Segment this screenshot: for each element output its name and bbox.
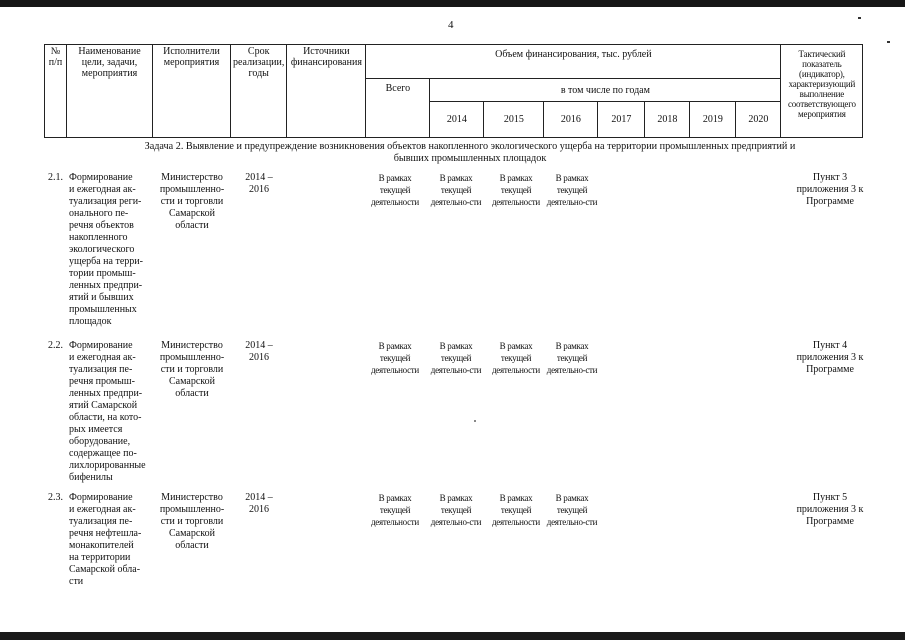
header-year-2020: 2020 bbox=[736, 102, 781, 138]
header-indicator: Тактический показатель (индикатор), характеризующий выполнение соответствующего мероприятия bbox=[781, 45, 863, 138]
row-fin-total: В рамках текущей деятельности bbox=[371, 493, 419, 527]
table-header bbox=[44, 44, 863, 138]
row-name: Формирование и ежегодная ак- туализация пе- речня нефтешла- монакопителей на территории Самарской обла- сти bbox=[69, 492, 142, 587]
row-number: 2.1. bbox=[48, 172, 63, 183]
scan-speck bbox=[887, 41, 890, 43]
header-term: Срок реализации, годы bbox=[231, 45, 287, 138]
header-volume: Объем финансирования, тыс. рублей bbox=[366, 45, 781, 79]
header-executors: Исполнители мероприятия bbox=[153, 45, 231, 138]
scan-speck bbox=[474, 420, 476, 422]
row-fin-2016: В рамках текущей деятельно-сти bbox=[546, 173, 598, 207]
row-fin-total: В рамках текущей деятельности bbox=[371, 173, 419, 207]
row-fin-total: В рамках текущей деятельности bbox=[371, 341, 419, 375]
scan-bottom-border bbox=[0, 632, 905, 640]
row-fin-2015: В рамках текущей деятельности bbox=[492, 173, 540, 207]
row-term: 2014 – 2016 bbox=[245, 492, 273, 515]
row-fin-2015: В рамках текущей деятельности bbox=[492, 341, 540, 375]
row-term: 2014 – 2016 bbox=[245, 172, 273, 195]
row-executor: Министерство промышленно-сти и торговли Самарской области bbox=[159, 172, 225, 231]
header-name: Наименование цели, задачи, мероприятия bbox=[67, 45, 153, 138]
header-year-2016: 2016 bbox=[544, 102, 598, 138]
header-total: Всего bbox=[366, 79, 430, 138]
row-number: 2.3. bbox=[48, 492, 63, 503]
row-fin-2014: В рамках текущей деятельно-сти bbox=[430, 493, 482, 527]
page-number: 4 bbox=[448, 19, 454, 31]
row-fin-2016: В рамках текущей деятельно-сти bbox=[546, 493, 598, 527]
row-indicator: Пункт 3 приложения 3 к Программе bbox=[796, 172, 864, 207]
header-year-2014: 2014 bbox=[430, 102, 484, 138]
scan-top-border bbox=[0, 0, 905, 7]
row-number: 2.2. bbox=[48, 340, 63, 351]
scan-speck bbox=[858, 17, 861, 19]
row-fin-2015: В рамках текущей деятельности bbox=[492, 493, 540, 527]
header-year-2019: 2019 bbox=[690, 102, 736, 138]
row-indicator: Пункт 5 приложения 3 к Программе bbox=[796, 492, 864, 527]
row-fin-2016: В рамках текущей деятельно-сти bbox=[546, 341, 598, 375]
header-year-2017: 2017 bbox=[598, 102, 645, 138]
header-year-2018: 2018 bbox=[645, 102, 690, 138]
task-title: Задача 2. Выявление и предупреждение возникновения объектов накопленного экологического ущерба на территории промышленных предприятий и бывших промышленных площадок bbox=[144, 141, 796, 164]
header-by-years: в том числе по годам bbox=[430, 79, 781, 102]
row-fin-2014: В рамках текущей деятельно-сти bbox=[430, 341, 482, 375]
row-name: Формирование и ежегодная ак- туализация реги- онального пе- речня объектов накопленного экологического ущерба на терри- тории промыш- ленных предпри- ятий и бывших промышленных площадок bbox=[69, 172, 143, 327]
row-indicator: Пункт 4 приложения 3 к Программе bbox=[796, 340, 864, 375]
row-executor: Министерство промышленно-сти и торговли Самарской области bbox=[159, 492, 225, 551]
row-name: Формирование и ежегодная ак- туализация пе- речня промыш- ленных предпри- ятий Самарской области, на кото- рых имеется оборудование, содержащее по- лихлорированные бифенилы bbox=[69, 340, 146, 483]
header-sources: Источники финансирования bbox=[287, 45, 366, 138]
header-num: № п/п bbox=[45, 45, 67, 138]
row-term: 2014 – 2016 bbox=[245, 340, 273, 363]
row-fin-2014: В рамках текущей деятельно-сти bbox=[430, 173, 482, 207]
row-executor: Министерство промышленно-сти и торговли Самарской области bbox=[159, 340, 225, 399]
header-year-2015: 2015 bbox=[484, 102, 544, 138]
